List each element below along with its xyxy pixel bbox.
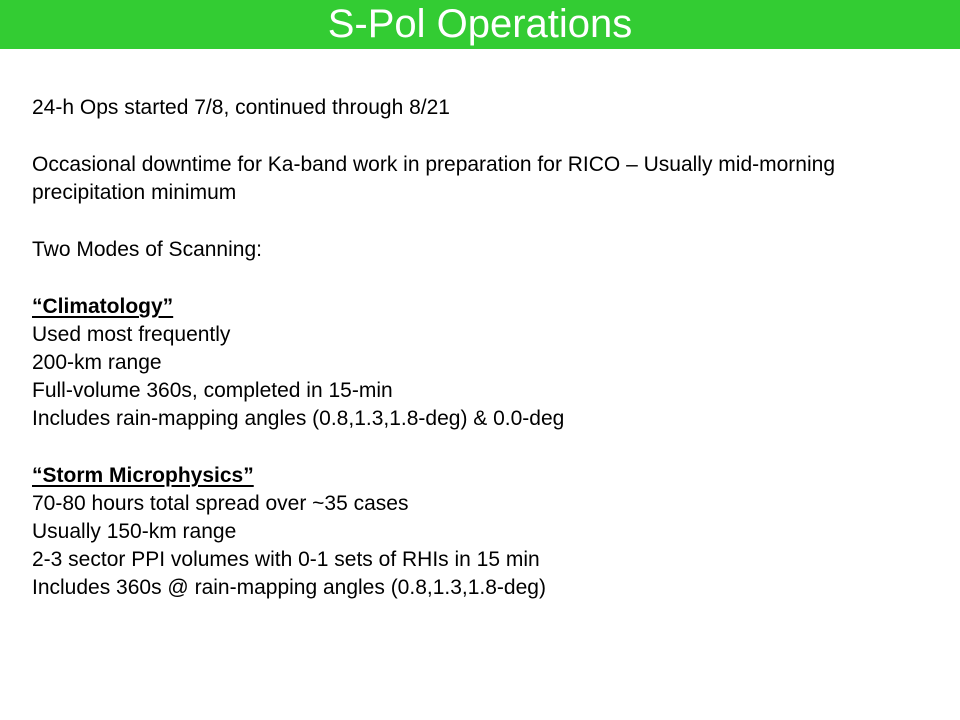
slide-title: S-Pol Operations — [327, 2, 633, 46]
storm-microphysics-heading: “Storm Microphysics” — [32, 464, 254, 487]
slide-body — [32, 94, 932, 602]
climatology-item: Includes rain-mapping angles (0.8,1.3,1.8-deg) & 0.0-deg — [32, 407, 565, 430]
climatology-heading: “Climatology” — [32, 295, 174, 318]
spacer — [32, 264, 932, 293]
storm-item: Usually 150-km range — [32, 520, 237, 543]
storm-item: 70-80 hours total spread over ~35 cases — [32, 492, 409, 515]
climatology-item: 200-km range — [32, 351, 162, 374]
ops-period-text: 24-h Ops started 7/8, continued through 8/21 — [32, 96, 450, 119]
climatology-item: Used most frequently — [32, 323, 231, 346]
storm-item: 2-3 sector PPI volumes with 0-1 sets of RHIs in 15 min — [32, 548, 540, 571]
climatology-item: Full-volume 360s, completed in 15-min — [32, 379, 393, 402]
scanning-modes-text: Two Modes of Scanning: — [32, 238, 262, 261]
title-bar — [0, 0, 960, 49]
storm-item: Includes 360s @ rain-mapping angles (0.8,1.3,1.8-deg) — [32, 576, 546, 599]
spacer — [32, 207, 932, 236]
spacer — [32, 122, 932, 151]
spacer — [32, 433, 932, 462]
downtime-text: Occasional downtime for Ka-band work in preparation for RICO – Usually mid-morning precipitation minimum — [32, 153, 836, 204]
